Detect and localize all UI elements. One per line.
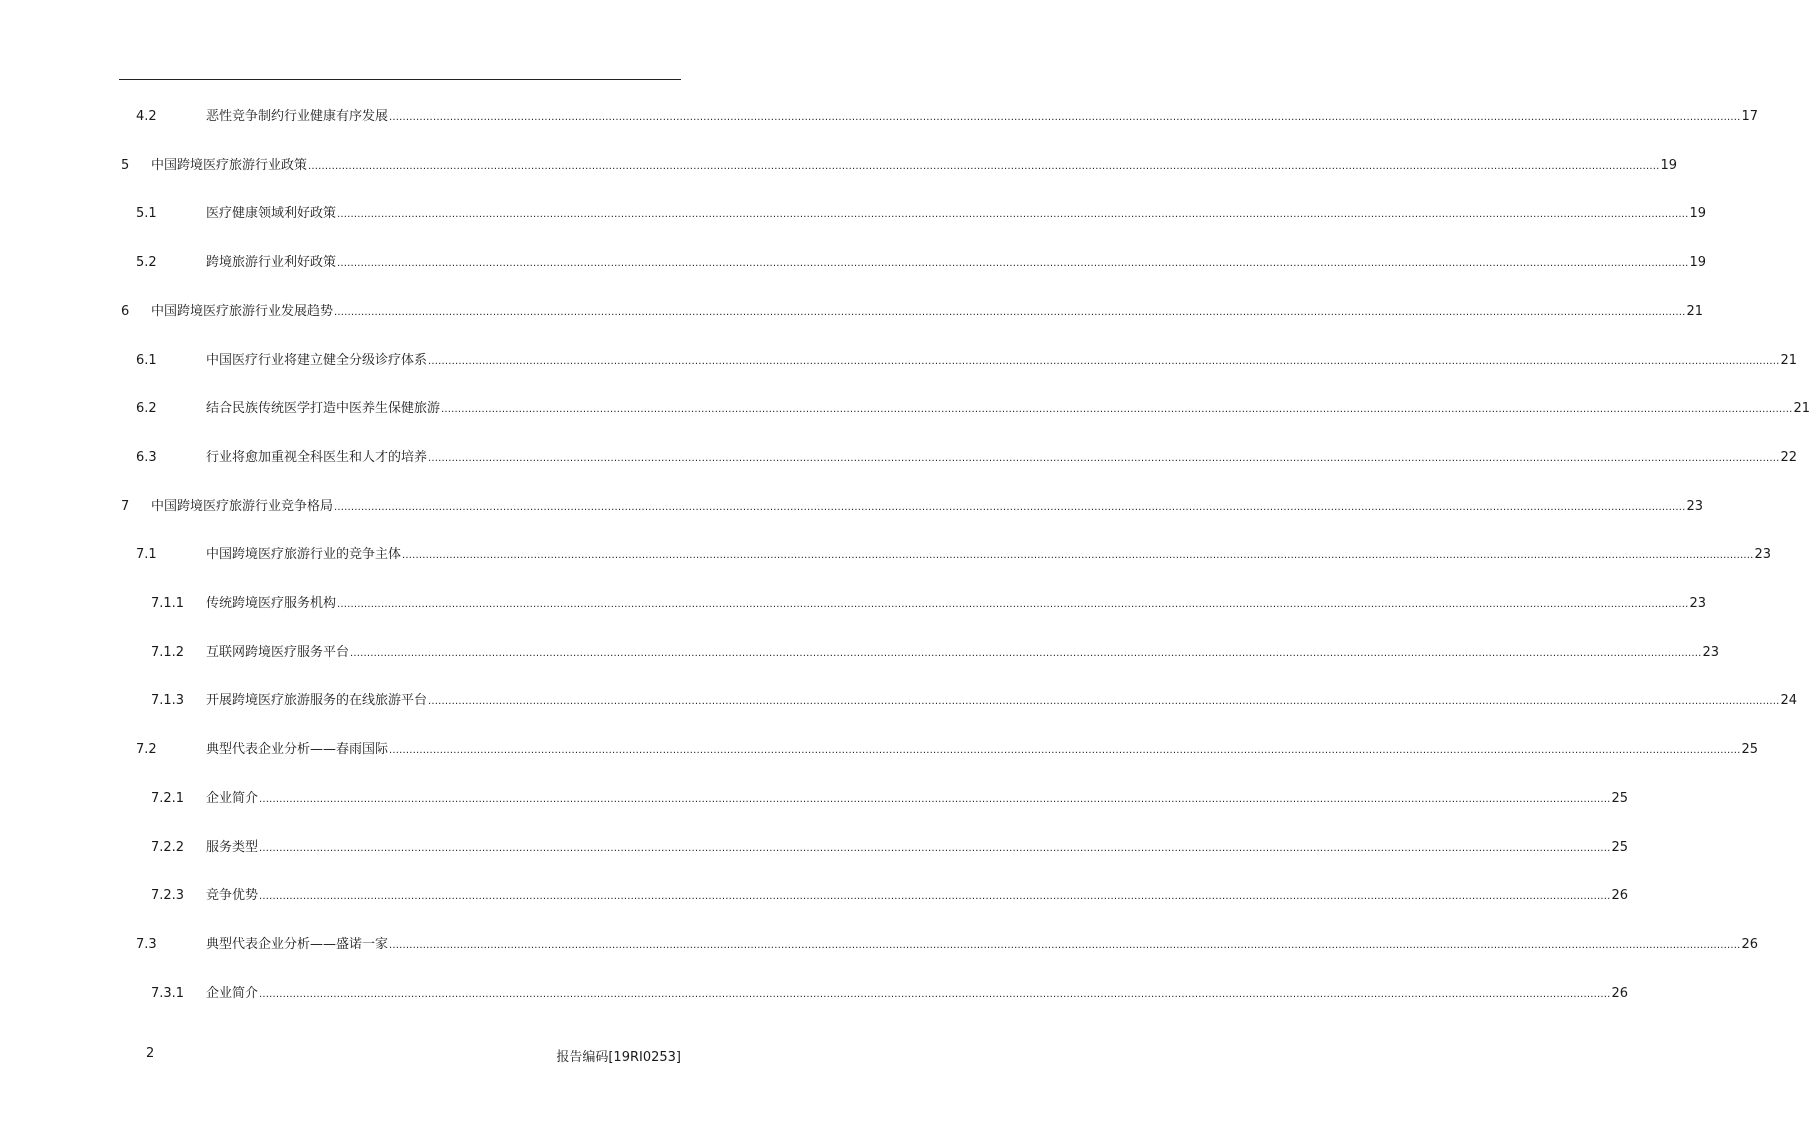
toc-entry[interactable] — [0, 788, 1629, 810]
toc-entry[interactable] — [0, 739, 1759, 761]
toc-entry-title: 跨境旅游行业利好政策 — [206, 255, 337, 271]
toc-entry-page: 23 — [1754, 547, 1772, 563]
toc-entry[interactable] — [0, 350, 1798, 372]
footer-report-code: 报告编码[19RI0253] — [556, 1050, 681, 1065]
toc-entry-number: 6.2 — [136, 401, 157, 417]
toc-entry-number: 7.1 — [136, 547, 157, 563]
toc-entry-number: 4.2 — [136, 109, 157, 124]
toc-entry-page: 23 — [1702, 644, 1720, 660]
header-rule — [119, 79, 681, 80]
toc-leader-dots: ................................................................................................................................................................................................................................................................................................................................................................................................................ — [259, 891, 1611, 903]
toc-entry-number: 7.2 — [136, 742, 157, 758]
toc-entry[interactable] — [0, 934, 1759, 956]
toc-entry-number: 7.3 — [136, 936, 157, 952]
toc-leader-dots: ................................................................................................................................................................................................................................................................................................................................................................................................................ — [308, 160, 1660, 172]
toc-leader-dots: ................................................................................................................................................................................................................................................................................................................................................................................................................ — [337, 209, 1689, 221]
toc-entry-number: 5.1 — [136, 206, 157, 222]
toc-leader-dots: ................................................................................................................................................................................................................................................................................................................................................................................................................ — [428, 696, 1780, 708]
toc-entry-title: 企业简介 — [206, 790, 259, 806]
toc-entry-title: 医疗健康领域利好政策 — [206, 206, 337, 222]
toc-entry-title: 行业将愈加重视全科医生和人才的培养 — [206, 449, 428, 465]
toc-entry-number: 6 — [121, 303, 130, 319]
toc-entry-title: 结合民族传统医学打造中医养生保健旅游 — [206, 401, 441, 417]
toc-entry[interactable] — [0, 885, 1629, 907]
toc-entry-page: 17 — [1741, 109, 1759, 124]
toc-entry-page: 26 — [1611, 888, 1629, 904]
toc-entry-page: 25 — [1611, 839, 1629, 855]
toc-entry-page: 26 — [1741, 936, 1759, 952]
toc-leader-dots: ................................................................................................................................................................................................................................................................................................................................................................................................................ — [441, 404, 1793, 416]
toc-entry-number: 6.3 — [136, 449, 157, 465]
toc-entry-page: 19 — [1689, 206, 1707, 222]
toc-entry-title: 服务类型 — [206, 839, 259, 855]
toc-entry-page: 23 — [1686, 498, 1704, 514]
toc-entry-page: 21 — [1780, 352, 1798, 368]
toc-entry-page: 25 — [1611, 790, 1629, 806]
toc-entry[interactable] — [0, 837, 1629, 859]
toc-entry[interactable] — [0, 593, 1707, 615]
toc-leader-dots: ................................................................................................................................................................................................................................................................................................................................................................................................................ — [389, 112, 1741, 123]
toc-entry-title: 恶性竞争制约行业健康有序发展 — [206, 109, 389, 124]
toc-entry[interactable] — [0, 155, 1678, 177]
toc-leader-dots: ................................................................................................................................................................................................................................................................................................................................................................................................................ — [337, 258, 1689, 270]
toc-entry-title: 竞争优势 — [206, 888, 259, 904]
toc-entry-page: 24 — [1780, 693, 1798, 709]
toc-entry[interactable] — [0, 642, 1720, 664]
toc-entry-title: 中国跨境医疗旅游行业发展趋势 — [151, 303, 334, 319]
toc-entry-number: 7.2.1 — [151, 790, 185, 806]
toc-entry-title: 开展跨境医疗旅游服务的在线旅游平台 — [206, 693, 428, 709]
toc-entry-number: 7.1.3 — [151, 693, 185, 709]
toc-entry-number: 7.2.3 — [151, 888, 185, 904]
toc-entry[interactable] — [0, 690, 1798, 712]
toc-leader-dots: ................................................................................................................................................................................................................................................................................................................................................................................................................ — [428, 452, 1780, 464]
toc-entry-number: 7.1.2 — [151, 644, 185, 660]
toc-leader-dots: ................................................................................................................................................................................................................................................................................................................................................................................................................ — [350, 647, 1702, 659]
toc-leader-dots: ................................................................................................................................................................................................................................................................................................................................................................................................................ — [428, 355, 1780, 367]
toc-entry[interactable] — [0, 203, 1707, 225]
toc-entry-title: 典型代表企业分析——春雨国际 — [206, 742, 389, 758]
toc-entry[interactable] — [0, 301, 1704, 323]
toc-entry-title: 中国跨境医疗旅游行业竞争格局 — [151, 498, 334, 514]
toc-entry[interactable] — [0, 983, 1629, 1005]
toc-entry[interactable] — [0, 496, 1704, 518]
toc-leader-dots: ................................................................................................................................................................................................................................................................................................................................................................................................................ — [259, 793, 1611, 805]
toc-entry-number: 7.3.1 — [151, 985, 185, 1001]
toc-leader-dots: ................................................................................................................................................................................................................................................................................................................................................................................................................ — [259, 842, 1611, 854]
toc-entry[interactable] — [0, 106, 1759, 128]
toc-leader-dots: ................................................................................................................................................................................................................................................................................................................................................................................................................ — [334, 501, 1686, 513]
toc-entry-page: 19 — [1660, 157, 1678, 173]
toc-leader-dots: ................................................................................................................................................................................................................................................................................................................................................................................................................ — [259, 988, 1611, 1000]
toc-entry-number: 7.1.1 — [151, 596, 185, 611]
toc-entry-title: 企业简介 — [206, 985, 259, 1001]
toc-entry-page: 19 — [1689, 255, 1707, 271]
toc-entry-title: 传统跨境医疗服务机构 — [206, 596, 337, 611]
toc-entry-page: 23 — [1689, 596, 1707, 611]
toc-entry[interactable] — [0, 252, 1707, 274]
toc-entry-page: 21 — [1686, 303, 1704, 319]
toc-entry-number: 7 — [121, 498, 130, 514]
toc-leader-dots: ................................................................................................................................................................................................................................................................................................................................................................................................................ — [389, 745, 1741, 757]
toc-entry-title: 中国跨境医疗旅游行业的竞争主体 — [206, 547, 402, 563]
toc-entry-page: 21 — [1793, 401, 1810, 417]
toc-entry[interactable] — [0, 398, 1810, 420]
toc-entry-number: 5 — [121, 157, 130, 173]
toc-entry[interactable] — [0, 544, 1772, 566]
toc-entry-title: 互联网跨境医疗服务平台 — [206, 644, 350, 660]
toc-entry-page: 22 — [1780, 449, 1798, 465]
footer-page-number: 2 — [146, 1046, 155, 1061]
toc-entry-number: 6.1 — [136, 352, 157, 368]
toc-entry-title: 中国跨境医疗旅游行业政策 — [151, 157, 308, 173]
toc-entry-number: 7.2.2 — [151, 839, 185, 855]
toc-entry-number: 5.2 — [136, 255, 157, 271]
toc-leader-dots: ................................................................................................................................................................................................................................................................................................................................................................................................................ — [389, 939, 1741, 951]
toc-leader-dots: ................................................................................................................................................................................................................................................................................................................................................................................................................ — [402, 550, 1754, 562]
toc-entry-page: 26 — [1611, 985, 1629, 1001]
toc-leader-dots: ................................................................................................................................................................................................................................................................................................................................................................................................................ — [337, 599, 1689, 610]
toc-entry-page: 25 — [1741, 742, 1759, 758]
toc-entry-title: 中国医疗行业将建立健全分级诊疗体系 — [206, 352, 428, 368]
toc-entry[interactable] — [0, 447, 1798, 469]
toc-leader-dots: ................................................................................................................................................................................................................................................................................................................................................................................................................ — [334, 306, 1686, 318]
toc-entry-title: 典型代表企业分析——盛诺一家 — [206, 936, 389, 952]
